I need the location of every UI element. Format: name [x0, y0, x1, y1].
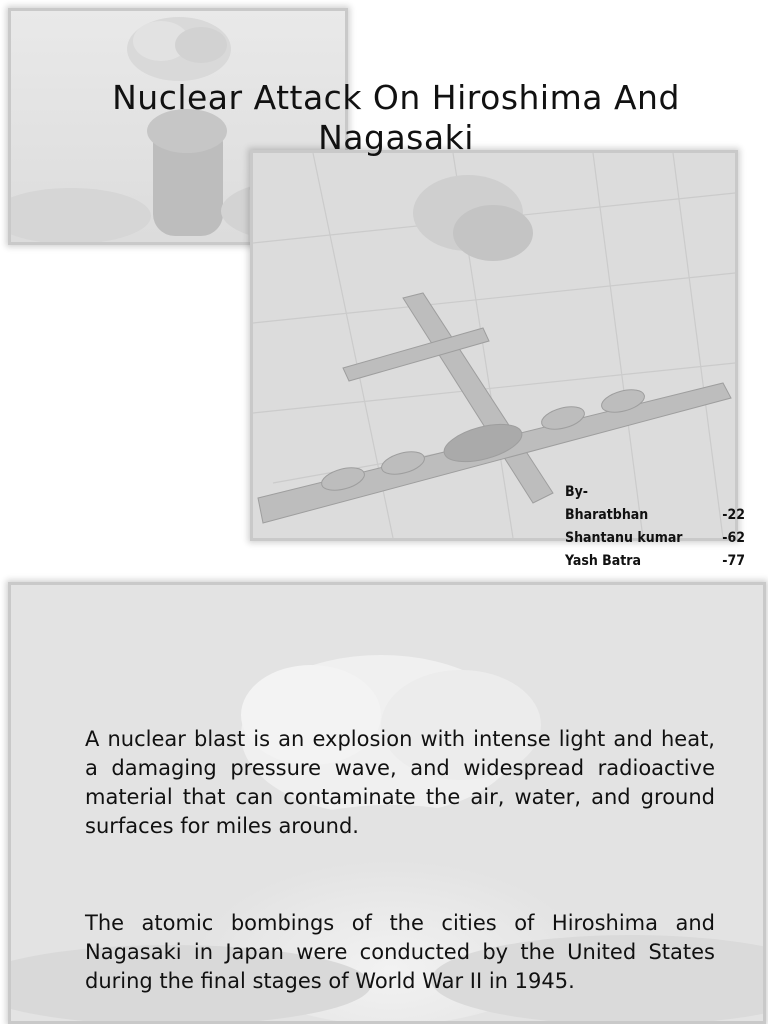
credits-by-label: By- [565, 484, 589, 500]
body-paragraph-blast-definition: A nuclear blast is an explosion with intense light and heat, a damaging pressure wave, and widespread radioactive material that can contaminate the air, water, and ground surfaces for miles around. [85, 727, 715, 838]
credit-row [565, 550, 745, 573]
body-paragraph-bombings-history: The atomic bombings of the cities of Hiroshima and Nagasaki in Japan were conducted by the United States during the final stages of World War II in 1945. [85, 911, 715, 993]
credit-row [565, 504, 745, 527]
credit-number: -62 [722, 530, 745, 546]
credits-block [565, 481, 745, 573]
credit-number: -77 [722, 553, 745, 569]
credit-row [565, 527, 745, 550]
page-title: Nuclear Attack On Hiroshima And Nagasaki [112, 78, 680, 157]
credit-name: Yash Batra [565, 553, 642, 569]
credit-name: Bharatbhan [565, 507, 649, 523]
credit-number: -22 [722, 507, 745, 523]
credit-name: Shantanu kumar [565, 530, 683, 546]
